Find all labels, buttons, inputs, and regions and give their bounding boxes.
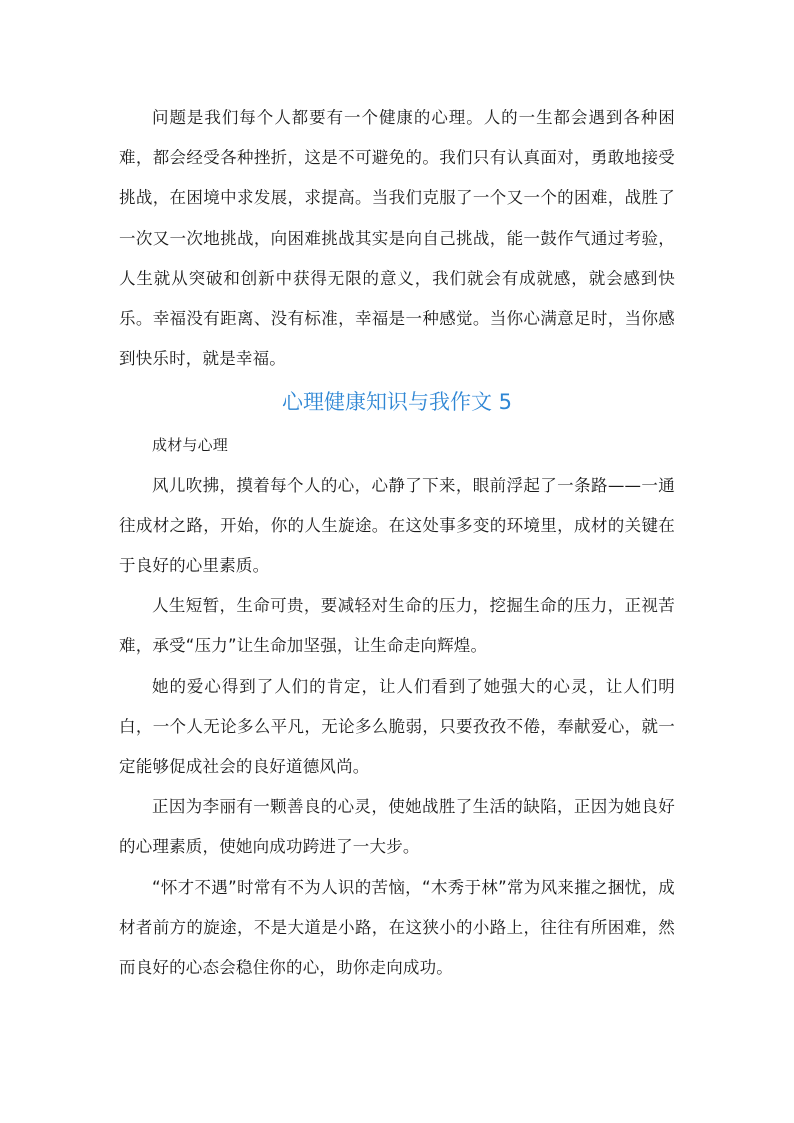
intro-paragraph: 问题是我们每个人都要有一个健康的心理。人的一生都会遇到各种困难，都会经受各种挫折，这是不可避免的。我们只有认真面对，勇敢地接受挑战，在困境中求发展，求提高。当我们克服了一个又一个的困难，战胜了一次又一次地挑战，向困难挑战其实是向自己挑战，能一鼓作气通过考验，人生就从突破和创新中获得无限的意义，我们就会有成就感，就会感到快乐。幸福没有距离、没有标准，幸福是一种感觉。当你心满意足时，当你感到快乐时，就是幸福。 [119, 108, 675, 369]
body-paragraph-3: 她的爱心得到了人们的肯定，让人们看到了她强大的心灵，让人们明白，一个人无论多么平凡，无论多么脆弱，只要孜孜不倦，奉献爱心，就一定能够促成社会的良好道德风尚。 [119, 676, 675, 777]
document-body [119, 98, 675, 988]
body-paragraph-4: 正因为李丽有一颗善良的心灵，使她战胜了生活的缺陷，正因为她良好的心理素质，使她向成功跨进了一大步。 [119, 797, 675, 857]
body-paragraph-2: 人生短暂，生命可贵，要减轻对生命的压力，挖掘生命的压力，正视苦难，承受“压力”让生命加坚强，让生命走向辉煌。 [119, 596, 675, 656]
body-paragraph-5: “怀才不遇”时常有不为人识的苦恼，“木秀于林”常为风来摧之捆忧，成材者前方的旋途，不是大道是小路，在这狭小的小路上，往往有所困难，然而良好的心态会稳住你的心，助你走向成功。 [119, 877, 675, 978]
section-heading: 心理健康知识与我作文 5 [281, 390, 513, 415]
section-subtitle: 成材与心理 [152, 436, 229, 455]
body-paragraph-1: 风儿吹拂，摸着每个人的心，心静了下来，眼前浮起了一条路——一通往成材之路，开始，你的人生旋途。在这处事多变的环境里，成材的关键在于良好的心里素质。 [119, 475, 675, 576]
